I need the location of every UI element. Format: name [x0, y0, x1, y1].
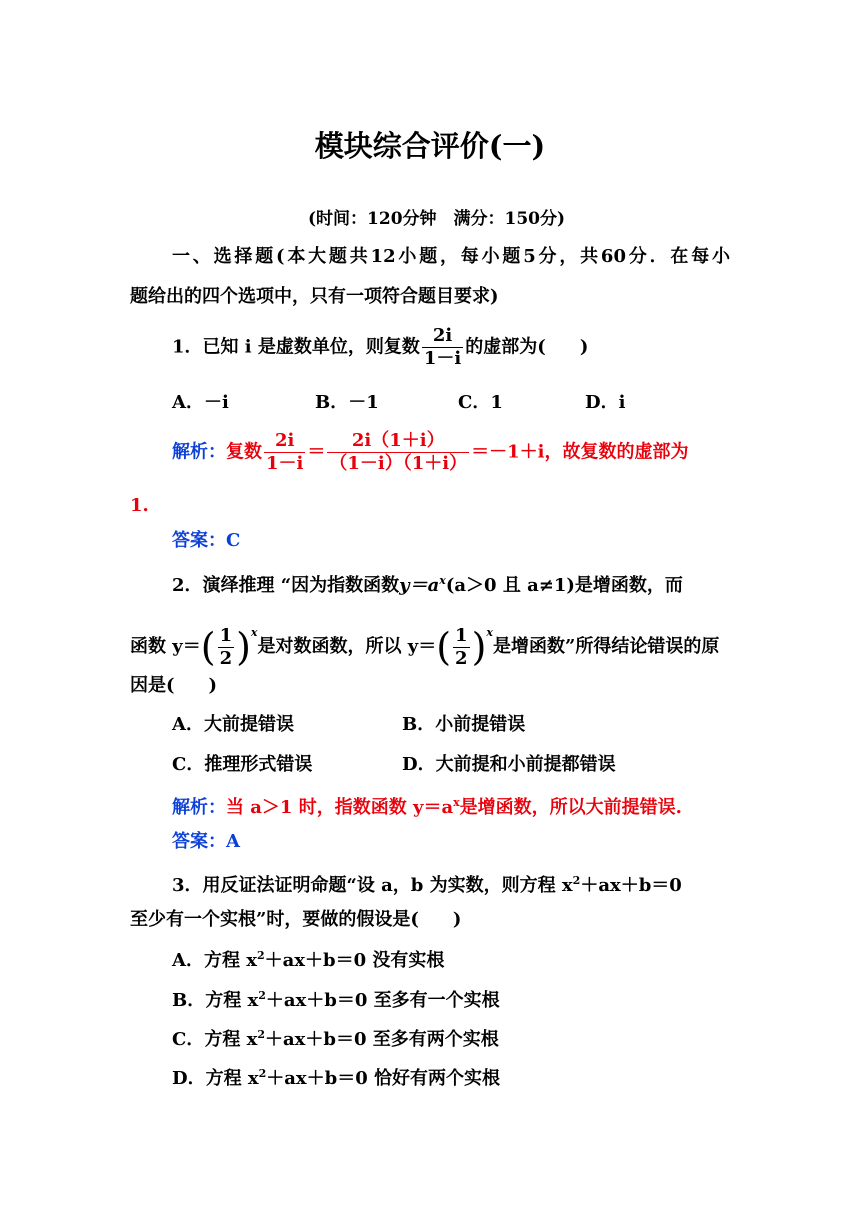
q2-analysis: 解析：当 a＞1 时，指数函数 $y=a^x$是增函数，所以大前提错误.: [172, 796, 682, 818]
q3-option-a: A．方程 $x^2+ax+b=0$ 没有实根: [172, 949, 445, 971]
q3-option-d: D．方程 $x^2+ax+b=0$ 恰好有两个实根: [172, 1067, 501, 1089]
question-3-line-2: 至少有一个实根”时，要做的假设是( ): [130, 909, 462, 930]
q1-analysis: 解析：复数 $\frac{2i}{1-i}$ ＝ $\frac{2i(1+i)}{(1-i)(1+i)}$ ＝－1＋i，故复数的虚部为: [172, 430, 689, 474]
question-3-line-1: 3．用反证法证明命题“设 a，b 为实数，则方程 $x^2+ax+b=0$: [172, 874, 682, 896]
q2-option-b: B．小前提错误: [402, 714, 526, 735]
fraction: $\frac{2i}{1-i}$: [266, 430, 304, 474]
q2-answer: 答案：A: [172, 831, 240, 852]
half-fraction: ( $\frac{1}{2}$ ): [436, 624, 487, 669]
q3-option-c: C．方程 $x^2+ax+b=0$ 至多有两个实根: [172, 1028, 499, 1050]
section-heading-line-1: 一、选择题(本大题共12小题，每小题5分，共60分．在每小: [172, 246, 730, 267]
q1-answer: 答案：C: [172, 530, 241, 551]
q1-analysis-cont: 1.: [130, 495, 149, 516]
fraction: $\frac{2i}{1-i}$: [423, 325, 462, 369]
q1-option-d: D．i: [585, 392, 626, 413]
q2-option-d: D．大前提和小前提都错误: [402, 754, 616, 775]
q2-option-a: A．大前提错误: [172, 714, 294, 735]
question-2-line-3: 因是( ): [130, 675, 218, 696]
exam-meta: (时间：120分钟 满分：150分): [308, 209, 566, 229]
section-heading-line-2: 题给出的四个选项中，只有一项符合题目要求): [130, 286, 499, 307]
q3-option-b: B．方程 $x^2+ax+b=0$ 至多有一个实根: [172, 989, 500, 1011]
q1-option-b: B．－1: [315, 392, 379, 413]
q2-option-c: C．推理形式错误: [172, 754, 313, 775]
half-fraction: ( $\frac{1}{2}$ ): [200, 624, 251, 669]
page-title: 模块综合评价(一): [314, 129, 546, 163]
q1-option-c: C．1: [458, 392, 503, 413]
q1-option-a: A．－i: [172, 392, 229, 413]
question-2-line-1: 2．演绎推理 “因为指数函数$y=a^x(a>0$ 且 a≠1)是增函数，而: [172, 574, 683, 596]
question-1-stem: 1．已知 i 是虚数单位，则复数 $\frac{2i}{1-i}$ 的虚部为( ): [172, 325, 589, 369]
question-2-line-2: 函数 y＝ ( $\frac{1}{2}$ ) $^x$是对数函数，所以 y＝ ( $\frac{1}{2}$ ) $^x$是增函数”所得结论错误的原: [130, 624, 720, 669]
fraction: $\frac{2i(1+i)}{(1-i)(1+i)}$: [329, 430, 468, 474]
